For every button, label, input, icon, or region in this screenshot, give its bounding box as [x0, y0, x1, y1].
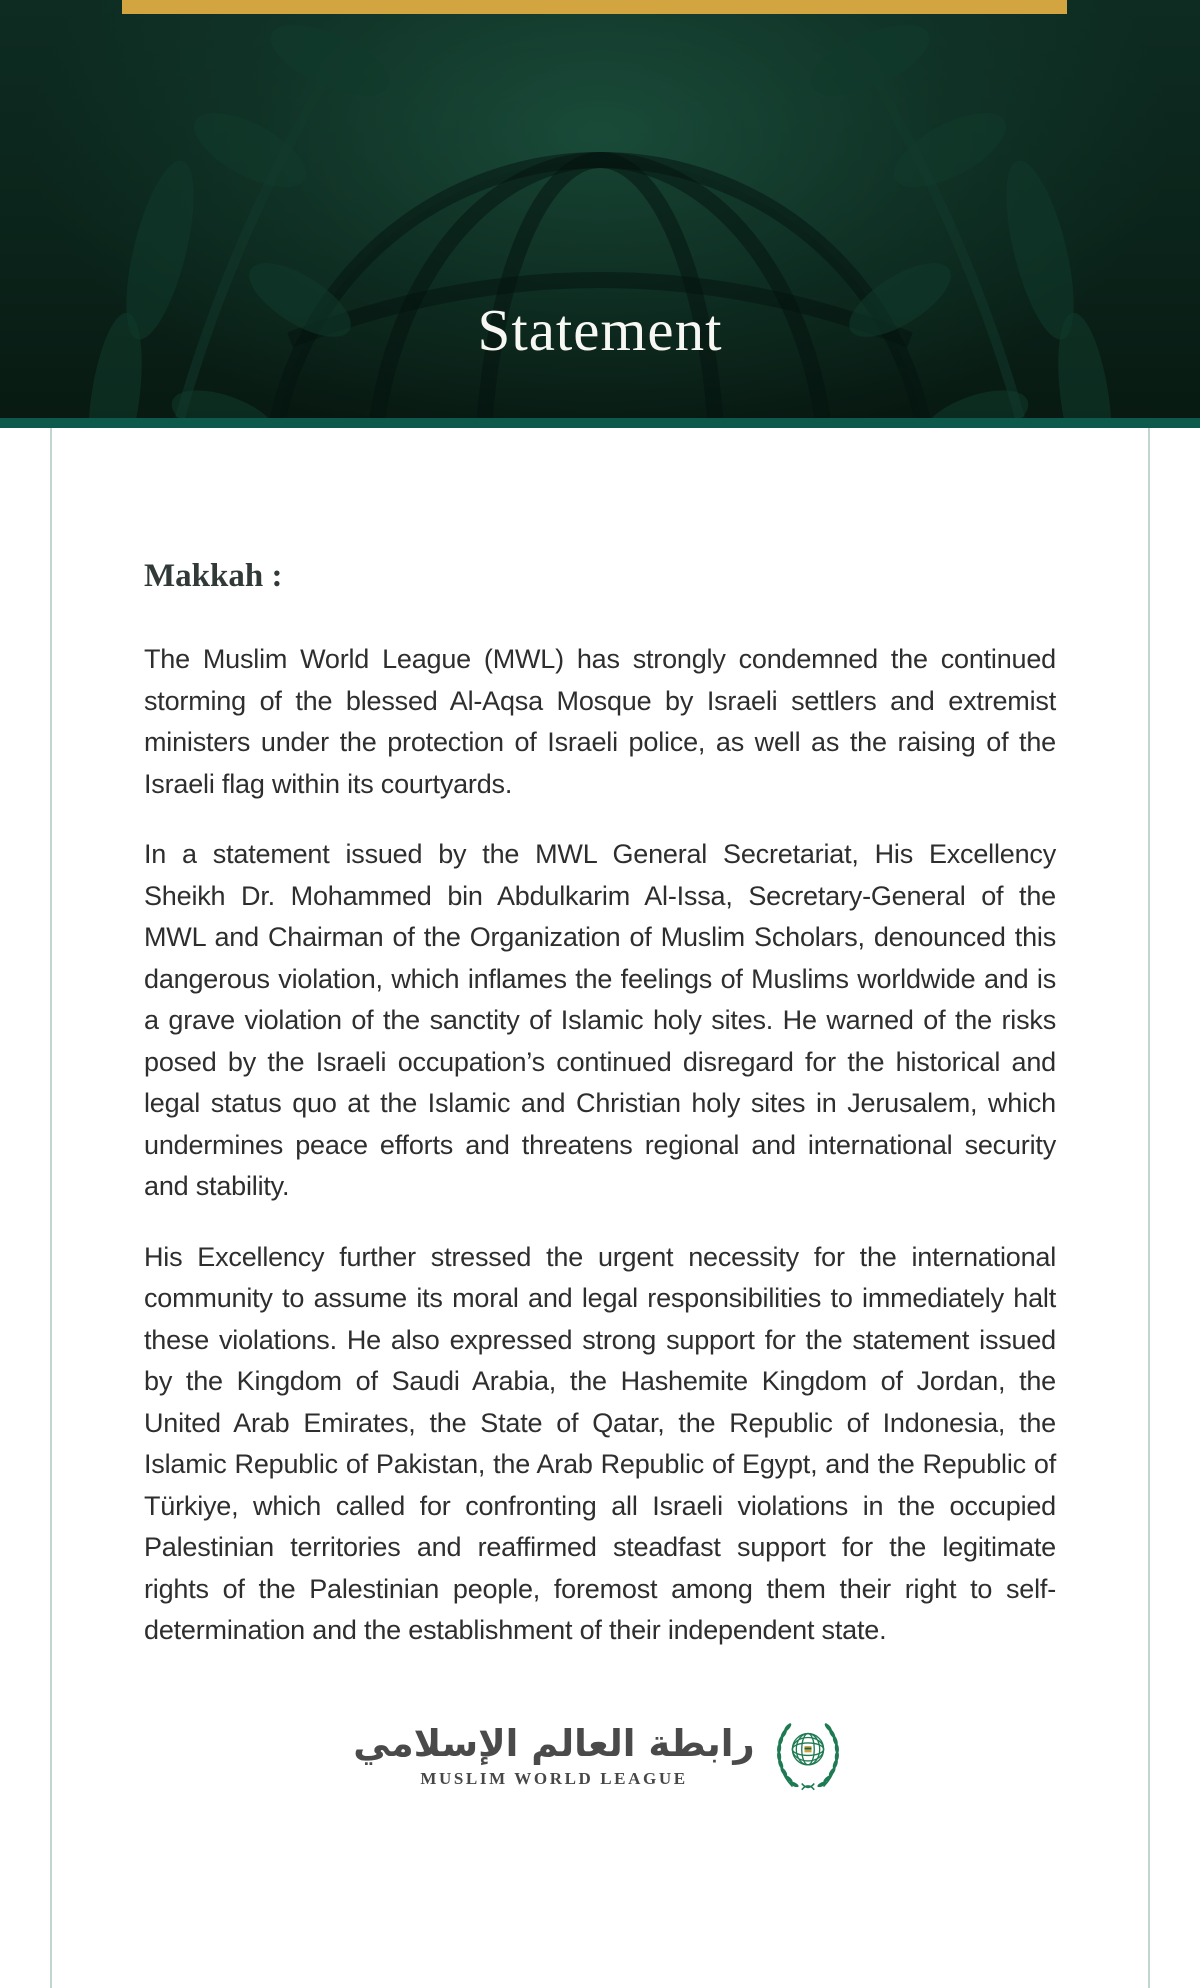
mwl-emblem-icon	[769, 1716, 847, 1798]
mwl-logo	[144, 1716, 1056, 1798]
statement-body	[144, 639, 1056, 1652]
paragraph-3: His Excellency further stressed the urgent necessity for the international community to assume its moral and legal responsibilities to immediately halt these violations. He also expressed strong support for the statement issued by the Kingdom of Saudi Arabia, the Hashemite Kingdom of Jordan, the United Arab Emirates, the State of Qatar, the Republic of Indonesia, the Islamic Republic of Pakistan, the Arab Republic of Egypt, and the Republic of Türkiye, which called for confronting all Israeli violations in the occupied Palestinian territories and reaffirmed steadfast support for the legitimate rights of the Palestinian people, foremost among them their right to self-determination and the establishment of their independent state.	[144, 1241, 1056, 1645]
header-banner	[0, 0, 1200, 418]
gold-accent-bar	[122, 0, 1067, 14]
mwl-logo-text	[353, 1724, 754, 1789]
dateline-heading: Makkah :	[144, 558, 283, 594]
mwl-english-name: MUSLIM WORLD LEAGUE	[420, 1768, 688, 1788]
mwl-arabic-name: رابطة العالم الإسلامي	[353, 1722, 755, 1766]
statement-card	[50, 428, 1150, 1988]
page-title: Statement	[477, 297, 723, 363]
paragraph-1: The Muslim World League (MWL) has strongly condemned the continued storming of the blessed Al-Aqsa Mosque by Israeli settlers and extremist ministers under the protection of Israeli police, as well as the raising of the Israeli flag within its courtyards.	[144, 644, 1056, 799]
paragraph-2: In a statement issued by the MWL General Secretariat, His Excellency Sheikh Dr. Mohammed bin Abdulkarim Al-Issa, Secretary-General of the MWL and Chairman of the Organization of Muslim Scholars, denounced this dangerous violation, which inflames the feelings of Muslims worldwide and is a grave violation of the sanctity of Islamic holy sites. He warned of the risks posed by the Israeli occupation’s continued disregard for the historical and legal status quo at the Islamic and Christian holy sites in Jerusalem, which undermines peace efforts and threatens regional and international security and stability.	[144, 839, 1056, 1201]
teal-divider-bar	[0, 418, 1200, 428]
